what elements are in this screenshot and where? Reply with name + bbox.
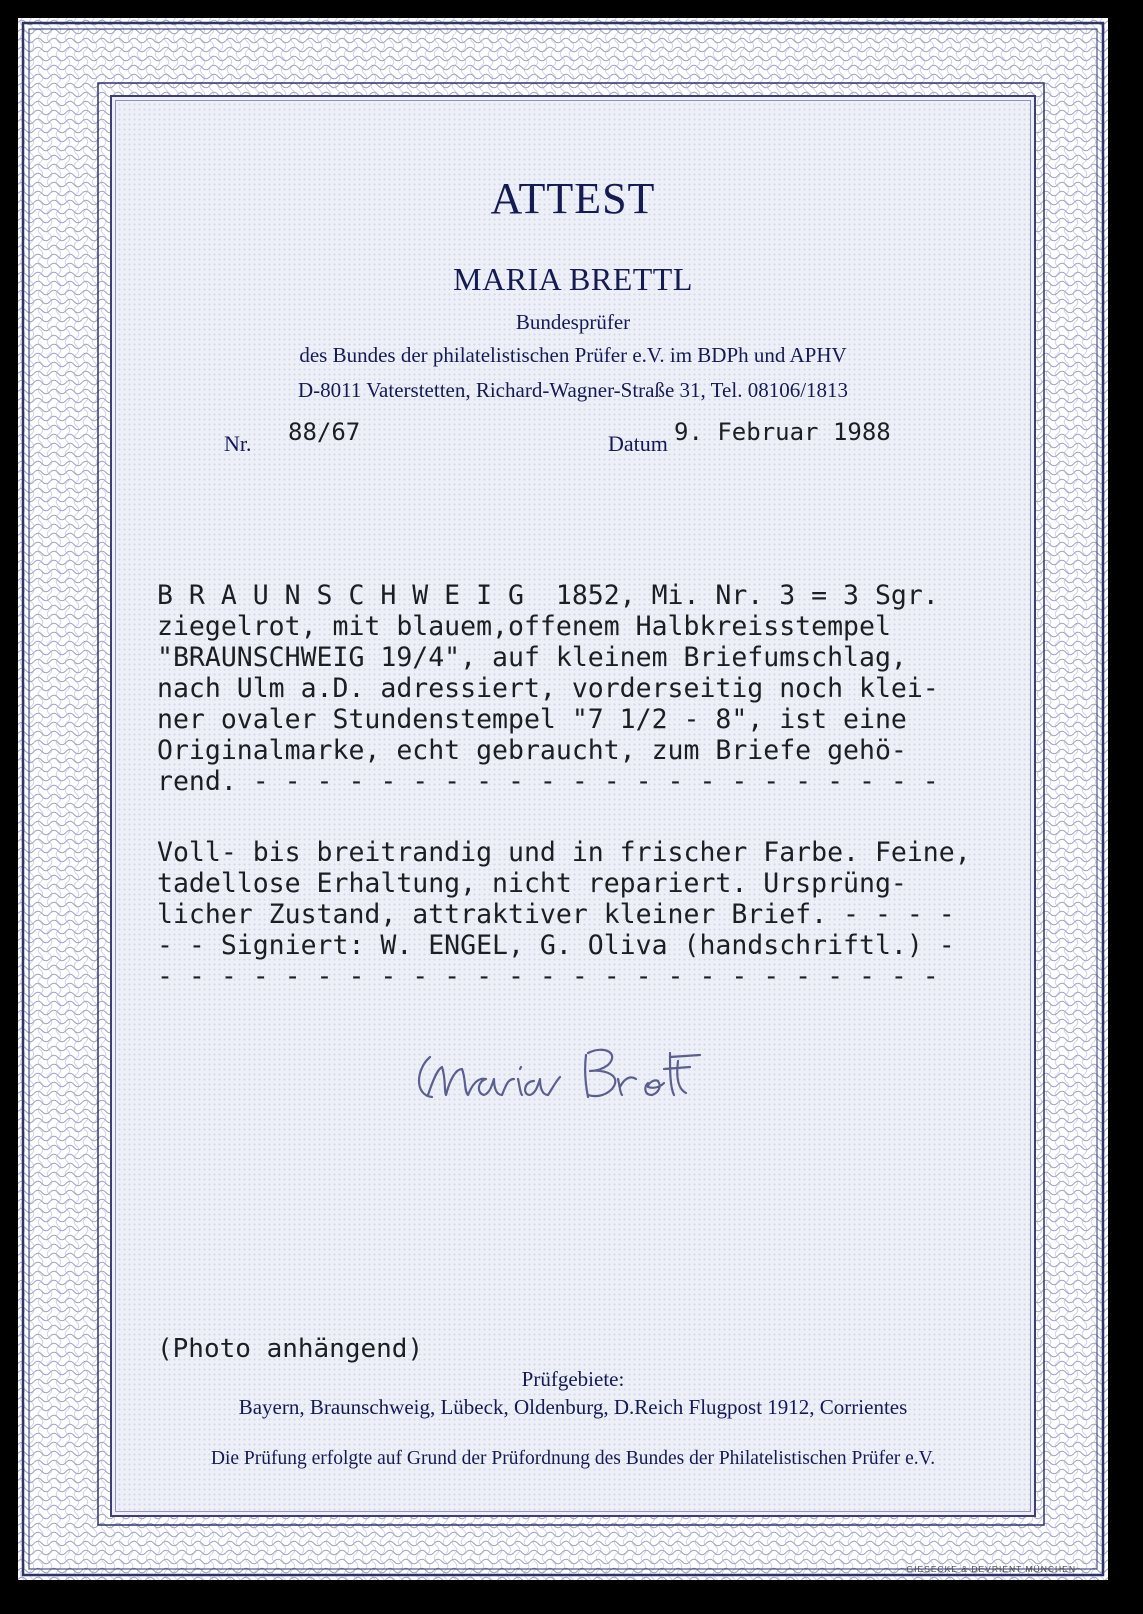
association-line: des Bundes der philatelistischen Prüfer e.V. im BDPh und APHV <box>299 343 847 367</box>
printer-imprint: GIESECKE & DEVRIENT MÜNCHEN <box>906 1564 1076 1574</box>
address-line: D-8011 Vaterstetten, Richard-Wagner-Straße 31, Tel. 08106/1813 <box>297 378 849 402</box>
examination-fields-title: Prüfgebiete: <box>521 1367 625 1391</box>
handwritten-signature <box>408 1017 768 1107</box>
stamp-description: B R A U N S C H W E I G 1852, Mi. Nr. 3 = 3 Sgr. ziegelrot, mit blauem,offenem Halbkreisstempel "BRAUNSCHWEIG 19/4", auf kleinem Briefumschlag, nach Ulm a.D. adressiert, vorderseitig noch klei- ner ovaler Stundenstempel "7 1/2 - 8", ist eine Originalmarke, echt gebraucht, zum Briefe gehö- rend. - - - - - - - - - - - - - - - - - - - - - - <box>157 580 939 797</box>
certificate-number: 88/67 <box>288 418 361 446</box>
number-label: Nr. <box>224 431 252 456</box>
date-label: Datum <box>608 431 668 456</box>
regulation-note: Die Prüfung erfolgte auf Grund der Prüfordnung des Bundes der Philatelistischen Prüfer e.V. <box>210 1448 936 1469</box>
photo-note: (Photo anhängend) <box>157 1334 424 1364</box>
examination-fields-list: Bayern, Braunschweig, Lübeck, Oldenburg, D.Reich Flugpost 1912, Corrientes <box>238 1395 908 1419</box>
certificate-sheet <box>18 18 1108 1580</box>
certificate-panel <box>110 95 1036 1517</box>
examiner-role: Bundesprüfer <box>515 310 631 334</box>
condition-description: Voll- bis breitrandig und in frischer Farbe. Feine, tadellose Erhaltung, nicht repariert. Ursprüng- licher Zustand, attraktiver kleiner Brief. - - - - - - Signiert: W. ENGEL, G. Oliva (handschriftl.) - - - - - - - - - - - - - - - - - - - - - - - - - - <box>157 837 971 992</box>
certificate-title: ATTEST <box>490 174 656 223</box>
certificate-date: 9. Februar 1988 <box>674 418 891 446</box>
examiner-name: MARIA BRETTL <box>453 261 693 297</box>
